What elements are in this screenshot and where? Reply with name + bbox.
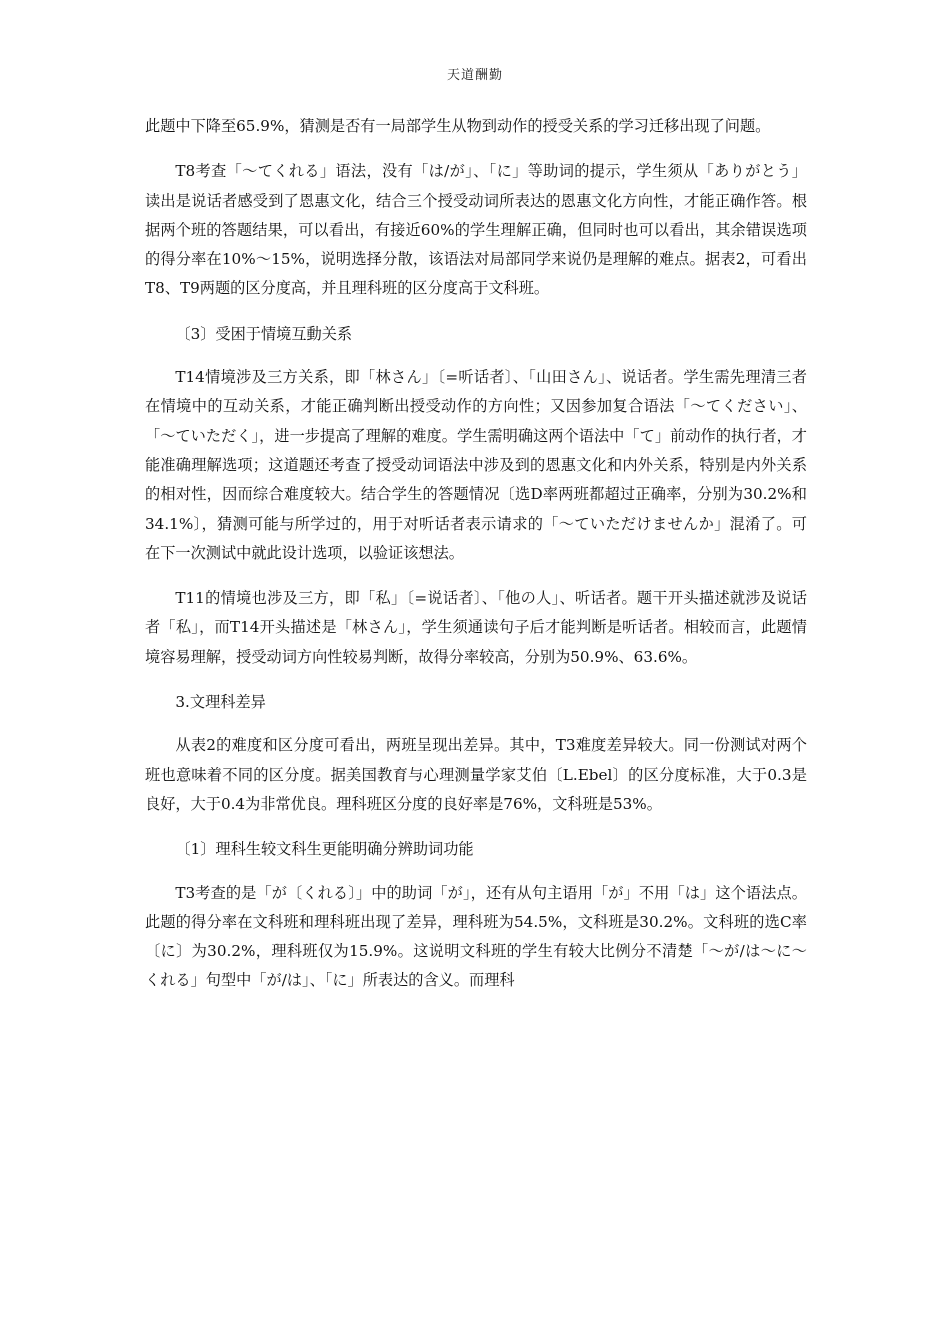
paragraph-t8: T8考查「～てくれる」语法，没有「は/が」、「に」等助词的提示，学生须从「ありがとう」读出是说话者感受到了恩惠文化，结合三个授受动词所表达的恩惠文化方向性，才能正确作答。根据两个班的答题结果，可以看出，有接近60%的学生理解正确，但同时也可以看出，其余错误选项的得分率在10%～15%，说明选择分散，该语法对局部同学来说仍是理解的难点。据表2，可看出T8、T9两题的区分度高，并且理科班的区分度高于文科班。 (145, 162, 807, 298)
page-header: 天道酬勤 (446, 68, 503, 83)
subheading-1: 〔1〕理科生较文科生更能明确分辨助词功能 (175, 840, 474, 859)
paragraph-t14: T14情境涉及三方关系，即「林さん」〔=听话者〕、「山田さん」、说话者。学生需先理清三者在情境中的互动关系，才能正确判断出授受动作的方向性；又因参加复合语法「～てください」、「～ていただく」，进一步提高了理解的难度。学生需明确这两个语法中「て」前动作的执行者，才能准确理解选项；这道题还考查了授受动词语法中涉及到的恩惠文化和内外关系，特别是内外关系的相对性，因而综合难度较大。结合学生的答题情况〔选D率两班都超过正确率，分别为30.2%和34.1%〕，猜测可能与所学过的，用于对听话者表示请求的「～ていただけませんか」混淆了。可在下一次测试中就此设计选项，以验证该想法。 (145, 368, 807, 562)
paragraph-t11: T11的情境也涉及三方，即「私」〔=说话者〕、「他の人」、听话者。题干开头描述就涉及说话者「私」，而T14开头描述是「林さん」，学生须通读句子后才能判断是听话者。相较而言，此题情境容易理解，授受动词方向性较易判断，故得分率较高，分别为50.9%、63.6%。 (145, 589, 807, 666)
paragraph-t3: T3考查的是「が〔くれる〕」中的助词「が」，还有从句主语用「が」不用「は」这个语法点。此题的得分率在文科班和理科班出现了差异，理科班为54.5%，文科班是30.2%。文科班的选C率〔に〕为30.2%，理科班仅为15.9%。这说明文科班的学生有较大比例分不清楚「～が/は～に～くれる」句型中「が/は」、「に」所表达的含义。而理科 (145, 883, 807, 990)
document-body (145, 112, 807, 1012)
paragraph-differences: 从表2的难度和区分度可看出，两班呈现出差异。其中，T3难度差异较大。同一份测试对两个班也意味着不同的区分度。据美国教育与心理测量学家艾伯〔L.Ebel〕的区分度标准，大于0.3是良好，大于0.4为非常优良。理科班区分度的良好率是76%，文科班是53%。 (145, 736, 807, 813)
paragraph-continuation: 此题中下降至65.9%，猜测是否有一局部学生从物到动作的授受关系的学习迁移出现了问题。 (145, 117, 771, 135)
section-heading-3: 3.文理科差异 (175, 693, 266, 712)
subheading-3: 〔3〕受困于情境互動关系 (175, 324, 353, 343)
